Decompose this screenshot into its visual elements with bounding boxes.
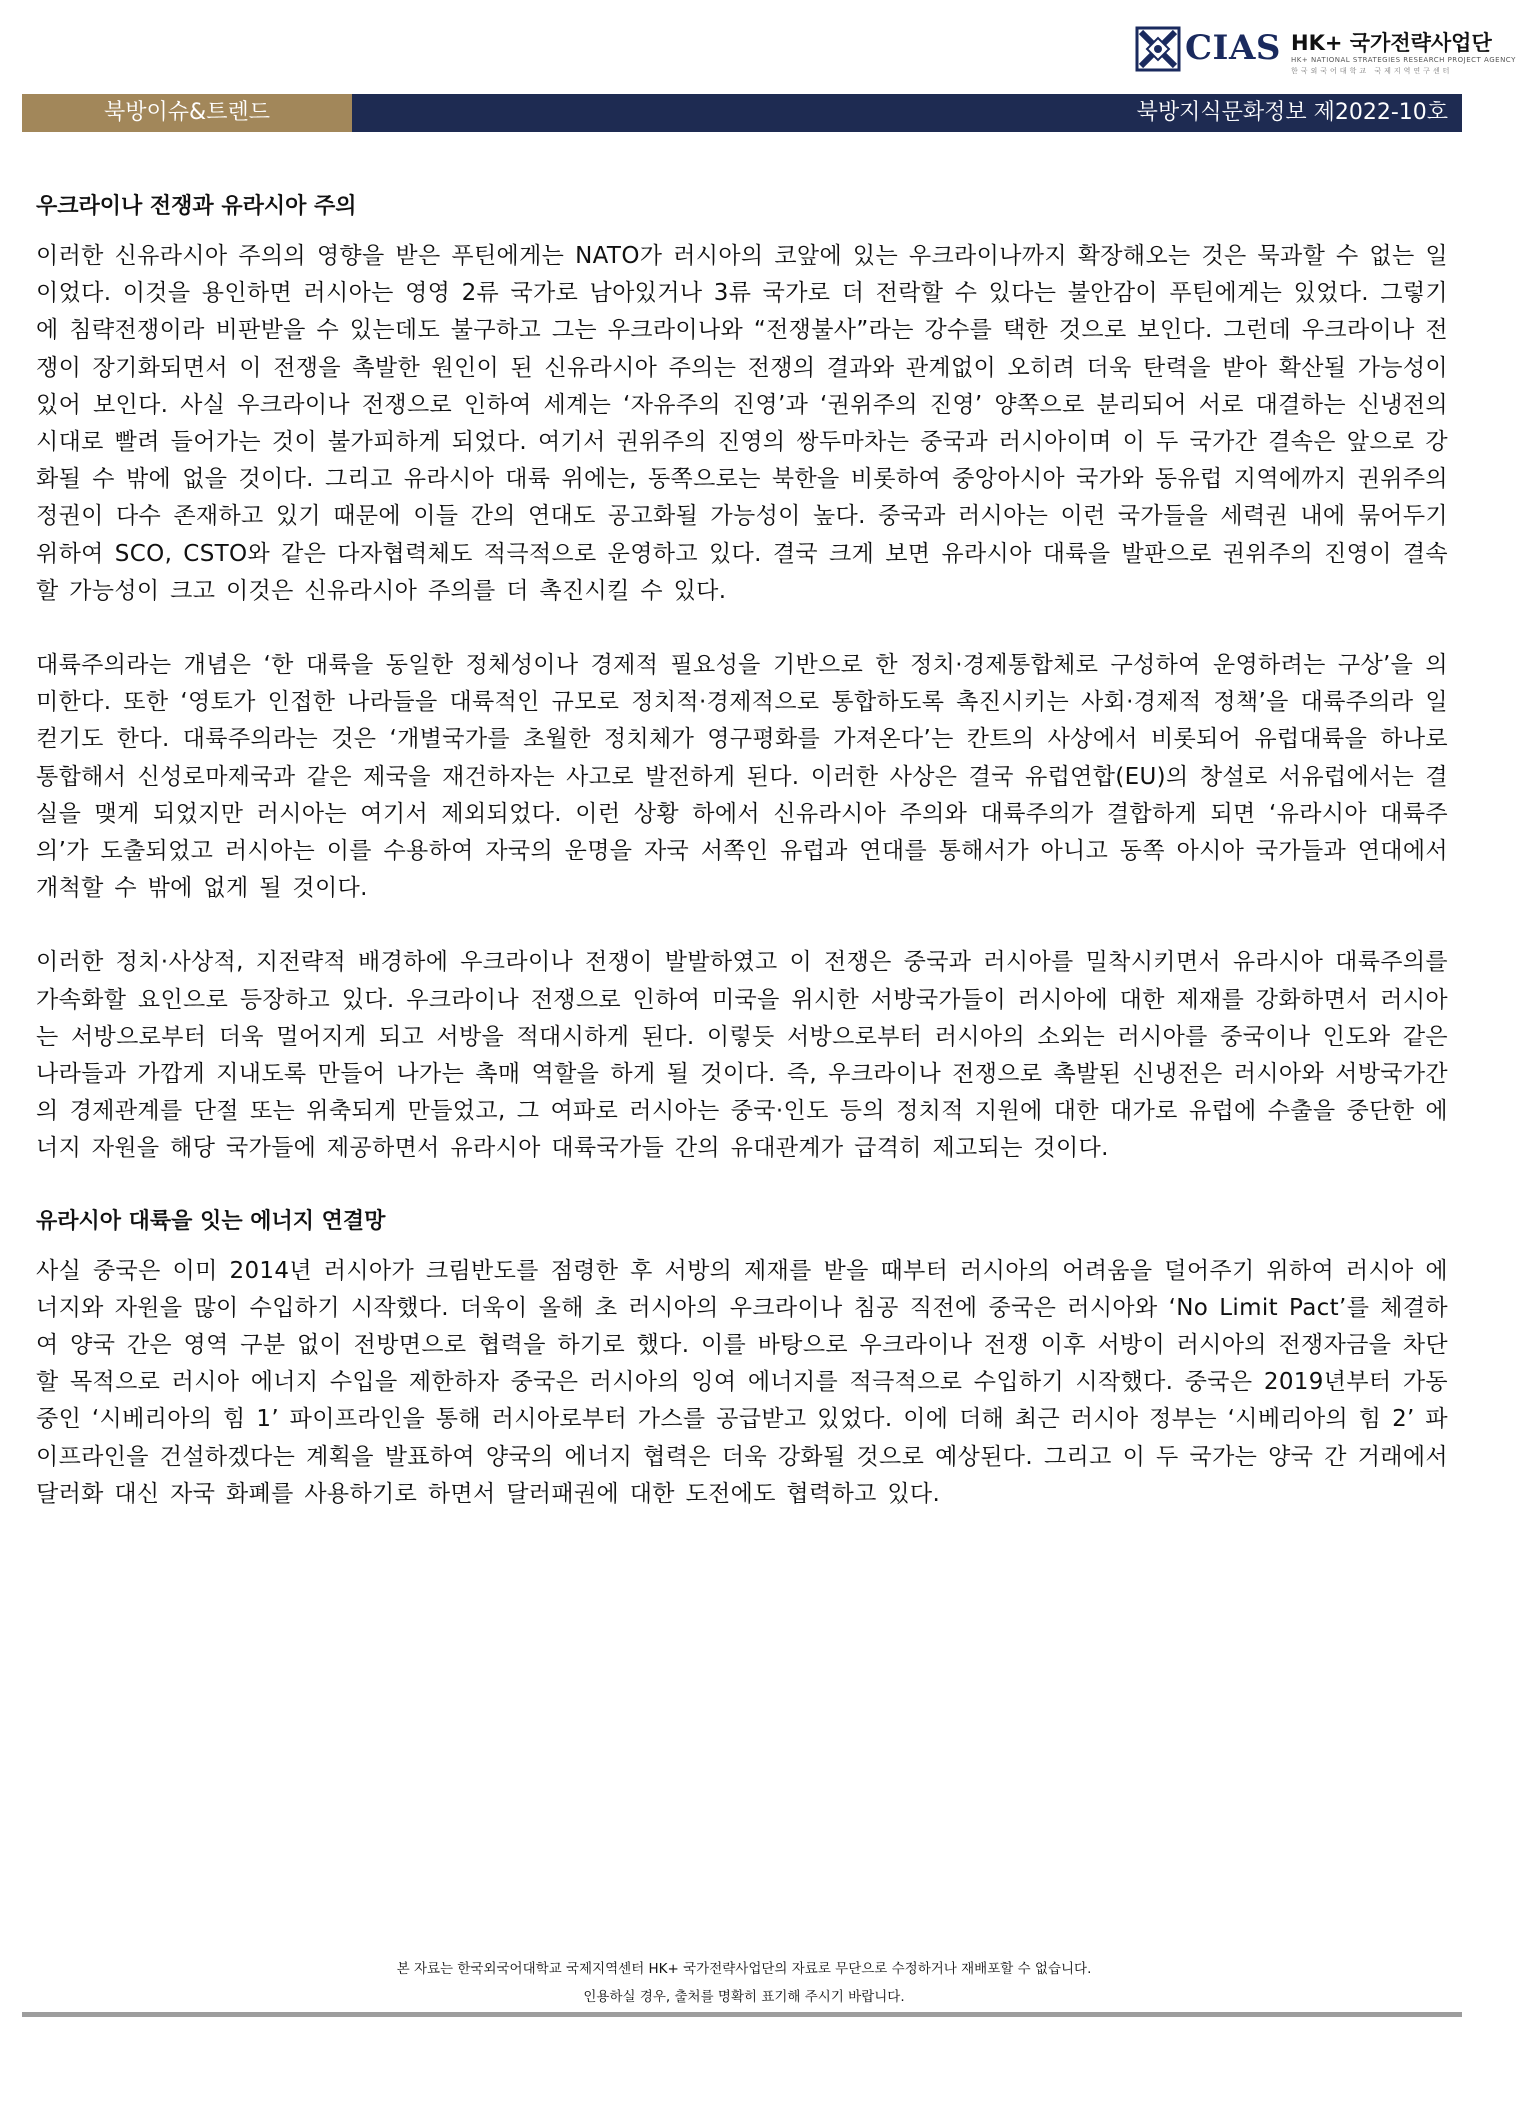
logo-subtitle-ko: 한국외국어대학교 국제지역연구센터 bbox=[1291, 67, 1453, 75]
paragraph: 대륙주의라는 개념은 ‘한 대륙을 동일한 정체성이나 경제적 필요성을 기반으로 한 정치·경제통합체로 구성하여 운영하려는 구상’을 의미한다. 또한 ‘영토가 인접한 나라들을 대륙적인 규모로 정치적·경제적으로 통합하도록 촉진시키는 사회·경제적 정책’을 대륙주의라 일컫기도 한다. 대륙주의라는 것은 ‘개별국가를 초월한 정치체가 영구평화를 가져온다’는 칸트의 사상에서 비롯되어 유럽대륙을 하나로 통합해서 신성로마제국과 같은 제국을 재건하자는 사고로 발전하게 된다. 이러한 사상은 결국 유럽연합(EU)의 창설로 서유럽에서는 결실을 맺게 되었지만 러시아는 여기서 제외되었다. 이런 상황 하에서 신유라시아 주의와 대륙주의가 결합하게 되면 ‘유라시아 대륙주의’가 도출되었고 러시아는 이를 수용하여 자국의 운명을 자국 서쪽인 유럽과 연대를 통해서가 아니고 동쪽 아시아 국가들과 연대에서 개척할 수 밖에 없게 될 것이다. bbox=[36, 652, 1448, 902]
footer-notice: 본 자료는 한국외국어대학교 국제지역센터 HK+ 국가전략사업단의 자료로 무단으로 수정하거나 재배포할 수 없습니다. bbox=[396, 1961, 1092, 1977]
logo-subtitle-en: HK+ NATIONAL STRATEGIES RESEARCH PROJECT AGENCY bbox=[1291, 56, 1516, 64]
cias-logo bbox=[1135, 22, 1516, 78]
paragraph: 이러한 정치·사상적, 지전략적 배경하에 우크라이나 전쟁이 발발하였고 이 전쟁은 중국과 러시아를 밀착시키면서 유라시아 대륙주의를 가속화할 요인으로 등장하고 있다. 우크라이나 전쟁으로 인하여 미국을 위시한 서방국가들이 러시아에 대한 제재를 강화하면서 러시아는 서방으로부터 더욱 멀어지게 되고 서방을 적대시하게 된다. 이렇듯 서방으로부터 러시아의 소외는 러시아를 중국이나 인도와 같은 나라들과 가깝게 지내도록 만들어 나가는 촉매 역할을 하게 될 것이다. 즉, 우크라이나 전쟁으로 촉발된 신냉전은 러시아와 서방국가간의 경제관계를 단절 또는 위축되게 만들었고, 그 여파로 러시아는 중국·인도 등의 정치적 지원에 대한 대가로 유럽에 수출을 중단한 에너지 자원을 해당 국가들에 제공하면서 유라시아 대륙국가들 간의 유대관계가 급격히 제고되는 것이다. bbox=[36, 949, 1448, 1162]
footer-divider bbox=[22, 2012, 1462, 2017]
cias-emblem-icon bbox=[1135, 26, 1181, 72]
article-body bbox=[36, 190, 1448, 1513]
section-label: 북방이슈&트렌드 bbox=[22, 94, 352, 132]
header-bar bbox=[22, 94, 1462, 132]
paragraph: 사실 중국은 이미 2014년 러시아가 크림반도를 점령한 후 서방의 제재를 받을 때부터 러시아의 어려움을 덜어주기 위하여 러시아 에너지와 자원을 많이 수입하기 시작했다. 더욱이 올해 초 러시아의 우크라이나 침공 직전에 중국은 러시아와 ‘No Limit Pact’를 체결하여 양국 간은 영역 구분 없이 전방면으로 협력을 하기로 했다. 이를 바탕으로 우크라이나 전쟁 이후 서방이 러시아의 전쟁자금을 차단할 목적으로 러시아 에너지 수입을 제한하자 중국은 러시아의 잉여 에너지를 적극적으로 수입하기 시작했다. 중국은 2019년부터 가동 중인 ‘시베리아의 힘 1’ 파이프라인을 통해 러시아로부터 가스를 공급받고 있었다. 이에 더해 최근 러시아 정부는 ‘시베리아의 힘 2’ 파이프라인을 건설하겠다는 계획을 발표하여 양국의 에너지 협력은 더욱 강화될 것으로 예상된다. 그리고 이 두 국가는 양국 간 거래에서 달러화 대신 자국 화폐를 사용하기로 하면서 달러패권에 대한 도전에도 협력하고 있다. bbox=[36, 1257, 1448, 1507]
footer-citation: 인용하실 경우, 출처를 명확히 표기해 주시기 바랍니다. bbox=[583, 1989, 905, 2005]
section-heading: 유라시아 대륙을 잇는 에너지 연결망 bbox=[36, 1208, 386, 1234]
paragraph: 이러한 신유라시아 주의의 영향을 받은 푸틴에게는 NATO가 러시아의 코앞에 있는 우크라이나까지 확장해오는 것은 묵과할 수 없는 일이었다. 이것을 용인하면 러시아는 영영 2류 국가로 남아있거나 3류 국가로 더 전락할 수 있다는 불안감이 푸틴에게는 있었다. 그렇기에 침략전쟁이라 비판받을 수 있는데도 불구하고 그는 우크라이나와 “전쟁불사”라는 강수를 택한 것으로 보인다. 그런데 우크라이나 전쟁이 장기화되면서 이 전쟁을 촉발한 원인이 된 신유라시아 주의는 전쟁의 결과와 관계없이 오히려 더욱 탄력을 받아 확산될 가능성이 있어 보인다. 사실 우크라이나 전쟁으로 인하여 세계는 ‘자유주의 진영’과 ‘권위주의 진영’ 양쪽으로 분리되어 서로 대결하는 신냉전의 시대로 빨려 들어가는 것이 불가피하게 되었다. 여기서 권위주의 진영의 쌍두마차는 중국과 러시아이며 이 두 국가간 결속은 앞으로 강화될 수 밖에 없을 것이다. 그리고 유라시아 대륙 위에는, 동쪽으로는 북한을 비롯하여 중앙아시아 국가와 동유럽 지역에까지 권위주의 정권이 다수 존재하고 있기 때문에 이들 간의 연대도 공고화될 가능성이 높다. 중국과 러시아는 이런 국가들을 세력권 내에 묶어두기 위하여 SCO, CSTO와 같은 다자협력체도 적극적으로 운영하고 있다. 결국 크게 보면 유라시아 대륙을 발판으로 권위주의 진영이 결속할 가능성이 크고 이것은 신유라시아 주의를 더 촉진시킬 수 있다. bbox=[36, 243, 1448, 604]
section-heading: 우크라이나 전쟁과 유라시아 주의 bbox=[36, 194, 357, 219]
logo-title: HK+ 국가전략사업단 bbox=[1291, 31, 1492, 55]
publication-number: 북방지식문화정보 제2022-10호 bbox=[1136, 100, 1448, 125]
logo-wordmark: CIAS bbox=[1185, 28, 1281, 68]
